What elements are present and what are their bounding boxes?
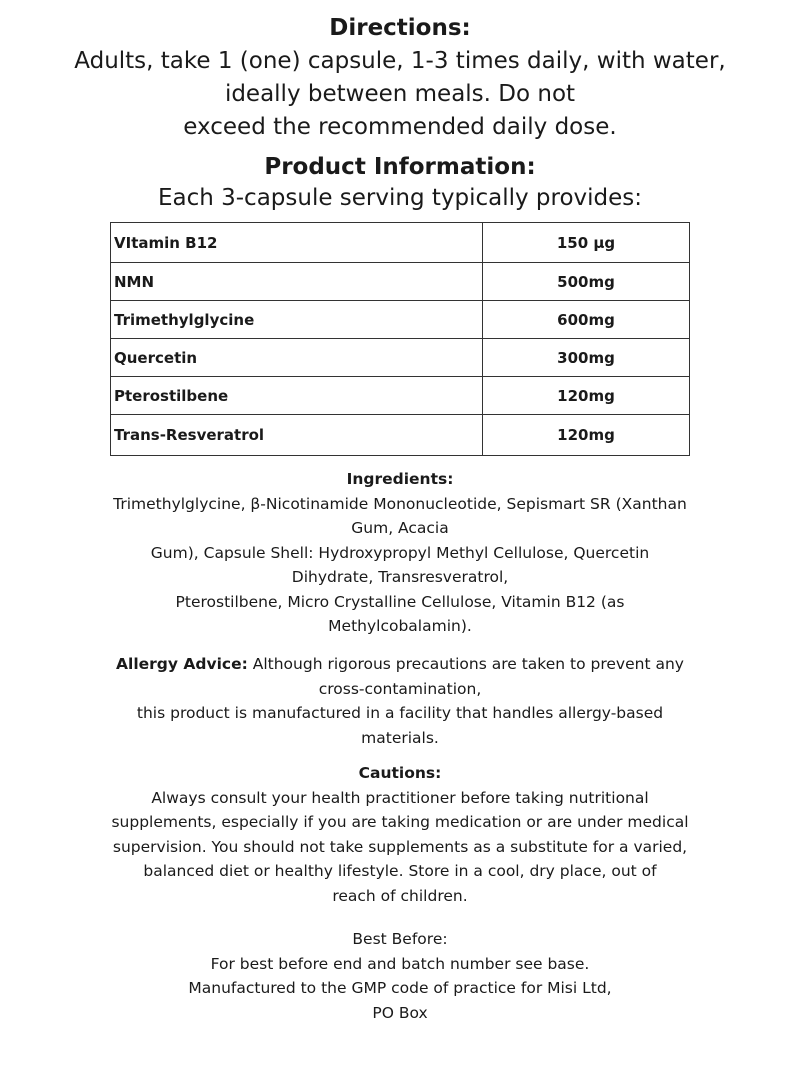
cautions-line: supplements, especially if you are taking medication or are under medical [111, 813, 689, 831]
nutrient-amount: 600mg [483, 301, 690, 339]
cautions-line: supervision. You should not take supplements as a substitute for a varied, [112, 837, 688, 856]
ingredients-line: Dihydrate, Transresveratrol, [291, 568, 509, 586]
cautions-section [60, 761, 740, 908]
best-before-line: For best before end and batch number see base. [210, 954, 590, 973]
ingredients-line: Gum), Capsule Shell: Hydroxypropyl Methyl Cellulose, Quercetin [150, 543, 650, 562]
best-before-heading: Best Before: [352, 930, 448, 948]
address-line: PO Box [372, 1003, 428, 1022]
ingredients-section [60, 467, 740, 639]
directions-section [0, 14, 800, 144]
cautions-line: balanced diet or healthy lifestyle. Store in a cool, dry place, out of [143, 862, 657, 880]
allergy-text: Although rigorous precautions are taken to prevent any [247, 655, 684, 673]
nutrient-table [110, 222, 690, 456]
table-row [111, 339, 690, 377]
manufacturer-line: Manufactured to the GMP code of practice for Misi Ltd, [188, 979, 612, 997]
nutrient-amount: 500mg [483, 263, 690, 301]
nutrient-name: Trimethylglycine [111, 301, 483, 339]
ingredients-line: Pterostilbene, Micro Crystalline Cellulose, Vitamin B12 (as [175, 592, 625, 611]
ingredients-line: Methylcobalamin). [328, 617, 472, 635]
allergy-label: Allergy Advice: [116, 655, 248, 673]
table-row [111, 377, 690, 415]
table-row [111, 223, 690, 263]
nutrient-amount: 120mg [483, 415, 690, 456]
nutrient-name: VItamin B12 [111, 223, 483, 263]
table-row [111, 301, 690, 339]
cautions-heading: Cautions: [358, 764, 442, 782]
table-row [111, 415, 690, 456]
directions-line: ideally between meals. Do not [224, 81, 576, 107]
allergy-section [60, 652, 740, 750]
ingredients-line: Trimethylglycine, β-Nicotinamide Mononucleotide, Sepismart SR (Xanthan [113, 494, 687, 513]
cautions-line: Always consult your health practitioner before taking nutritional [151, 788, 649, 807]
nutrient-name: NMN [111, 263, 483, 301]
nutrient-name: Pterostilbene [111, 377, 483, 415]
allergy-line: this product is manufactured in a facility that handles allergy-based [136, 704, 664, 722]
best-before-section [60, 927, 740, 1025]
directions-line: Adults, take 1 (one) capsule, 1-3 times daily, with water, [74, 48, 726, 74]
nutrient-amount: 300mg [483, 339, 690, 377]
directions-heading: Directions: [329, 15, 471, 41]
ingredients-line: Gum, Acacia [351, 519, 449, 537]
cautions-line: reach of children. [332, 886, 468, 905]
serving-text: Each 3-capsule serving typically provides: [157, 185, 643, 211]
directions-line: exceed the recommended daily dose. [183, 114, 617, 140]
table-row [111, 263, 690, 301]
ingredients-heading: Ingredients: [346, 470, 454, 488]
product-info-heading: Product Information: [264, 154, 536, 180]
allergy-line: cross-contamination, [318, 679, 482, 698]
nutrient-amount: 120mg [483, 377, 690, 415]
allergy-line [60, 652, 740, 677]
allergy-line: materials. [361, 728, 439, 747]
nutrient-name: Trans-Resveratrol [111, 415, 483, 456]
nutrient-name: Quercetin [111, 339, 483, 377]
product-info-section [0, 153, 800, 213]
nutrient-amount: 150 µg [483, 223, 690, 263]
